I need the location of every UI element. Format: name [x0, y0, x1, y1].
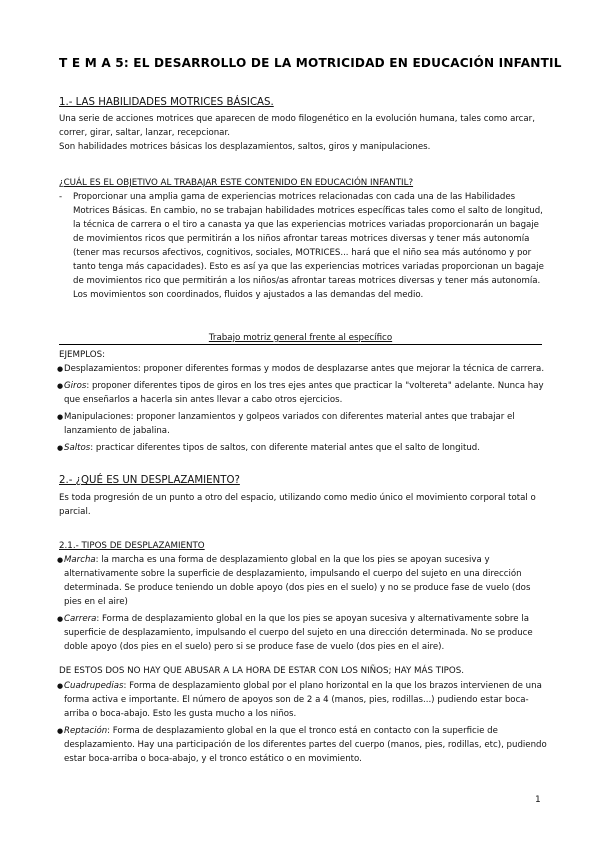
- list-item: [57, 612, 549, 654]
- section-1-para-2: Son habilidades motrices básicas los desplazamientos, saltos, giros y manipulaciones.: [59, 142, 431, 152]
- list-item: [57, 679, 549, 721]
- displacement-text: : Forma de desplazamiento global por el plano horizontal en la que los brazos intervienen de una forma activa e importante. El número de apoyos son de 2 a 4 (manos, pies, rodillas...) pudiendo estar boca-arriba o boca-abajo. Esto les gusta mucho a los niños.: [64, 681, 542, 719]
- bullet-icon: ●: [57, 444, 64, 452]
- note-text: DE ESTOS DOS NO HAY QUE ABUSAR A LA HORA DE ESTAR CON LOS NIÑOS; HAY MÁS TIPOS.: [59, 666, 464, 676]
- bullet-icon: ●: [57, 413, 64, 421]
- bullet-icon: ●: [57, 556, 64, 564]
- example-term: Desplazamientos: [64, 364, 138, 374]
- displacement-text: : Forma de desplazamiento global en la que el tronco está en contacto con la superficie de desplazamiento. Hay una participación de los diferentes partes del cuerpo (manos, pies, rodillas, etc), pudiendo estar boca-arriba o boca-abajo, y el tronco estático o en movimiento.: [64, 726, 547, 764]
- displacement-term: Cuadrupedias: [64, 681, 124, 691]
- list-item: [57, 379, 549, 407]
- list-item: [57, 553, 549, 609]
- section-2-text: Es toda progresión de un punto a otro del espacio, utilizando como medio único el movimiento corporal total o parcial.: [59, 493, 536, 517]
- displacement-text: : Forma de desplazamiento global en la que los pies se apoyan sucesiva y alternativamente sobre la superficie de desplazamiento, impulsando el cuerpo del sujeto en una dirección determinada. No se produce doble apoyo (dos pies en el suelo) pero si se produce fase de vuelo (dos pies en el aire).: [64, 614, 533, 652]
- section-21-heading: 2.1.- TIPOS DE DESPLAZAMIENTO: [59, 541, 205, 551]
- objective-text: Proporcionar una amplia gama de experiencias motrices relacionadas con cada una de las Habilidades Motrices Básicas. En cambio, no se trabajan habilidades motrices específicas tales como el salto de longitud, la técnica de carrera o el tiro a canasta ya que las experiencias motrices variadas proporcionarán un bagaje de movimientos ricos que permitirán a los niños afrontar tareas motrices diversas y tener más autonomía (tener mas recursos afectivos, cognitivos, sociales, MOTRICES... hará que el niño sea más autónomo y por tanto tenga más capacidades). Esto es así ya que las experiencias motrices variadas proporcionan un bagaje de movimientos rico que permitirán a los niños/as afrontar tareas motrices diversas y tener más autonomía. Los movimientos son coordinados, fluidos y ajustados a las demandas del medio.: [73, 192, 544, 300]
- bullet-icon: ●: [57, 727, 64, 735]
- objective-list: [59, 190, 547, 302]
- displacement-term: Carrera: [64, 614, 97, 624]
- section-2-heading: 2.- ¿QUÉ ES UN DESPLAZAMIENTO?: [59, 475, 240, 486]
- list-item: [57, 724, 549, 766]
- section-1-para-1-line-1: Una serie de acciones motrices que aparecen de modo filogenético en la evolución humana, tales como arcar,: [59, 114, 535, 124]
- objective-heading: ¿CUÁL ES EL OBJETIVO AL TRABAJAR ESTE CONTENIDO EN EDUCACIÓN INFANTIL?: [59, 178, 414, 188]
- displacement-text: : la marcha es una forma de desplazamiento global en la que los pies se apoyan sucesiva y alternativamente sobre la superficie de desplazamiento, impulsando el cuerpo del sujeto en una dirección determinada. Se produce teniendo un doble apoyo (dos pies en el suelo) y no se produce fase de vuelo (dos pies en el aire): [64, 555, 531, 607]
- example-text: : practicar diferentes tipos de saltos, con diferente material antes que el salto de longitud.: [90, 443, 480, 453]
- example-term: Giros: [64, 381, 87, 391]
- example-term: Manipulaciones: [64, 412, 131, 422]
- displacement-term: Marcha: [64, 555, 96, 565]
- section-1-para-1-line-2: correr, girar, saltar, lanzar, recepcionar.: [59, 128, 230, 138]
- list-item: [57, 441, 549, 455]
- section-1-heading: 1.- LAS HABILIDADES MOTRICES BÁSICAS.: [59, 97, 274, 108]
- displacement-list-b: [57, 679, 549, 769]
- bullet-icon: ●: [57, 682, 64, 690]
- example-term: Saltos: [64, 443, 91, 453]
- page-title: T E M A 5: EL DESARROLLO DE LA MOTRICIDAD EN EDUCACIÓN INFANTIL: [59, 55, 562, 70]
- examples-label: EJEMPLOS:: [59, 350, 106, 360]
- section-1-body: [59, 112, 549, 154]
- objective-item: [59, 190, 547, 302]
- displacement-term: Reptación: [64, 726, 108, 736]
- example-text: : proponer lanzamientos y golpeos variados con diferentes material antes que trabajar el lanzamiento de jabalina.: [64, 412, 515, 436]
- example-text: : proponer diferentes formas y modos de desplazarse antes que mejorar la técnica de carrera.: [137, 364, 545, 374]
- list-item: [57, 362, 549, 376]
- example-text: : proponer diferentes tipos de giros en los tres ejes antes que practicar la "voltereta" adelante. Nunca hay que enseñarlos a hacerla sin antes llevar a cabo otros ejercicios.: [64, 381, 544, 405]
- displacement-list-a: [57, 553, 549, 657]
- examples-list: [57, 362, 549, 458]
- page-number: 1: [535, 795, 541, 805]
- trabajo-heading: Trabajo motriz general frente al específico: [59, 332, 542, 345]
- bullet-icon: ●: [57, 382, 64, 390]
- dash-marker: -: [59, 192, 63, 202]
- list-item: [57, 410, 549, 438]
- bullet-icon: ●: [57, 615, 64, 623]
- bullet-icon: ●: [57, 365, 64, 373]
